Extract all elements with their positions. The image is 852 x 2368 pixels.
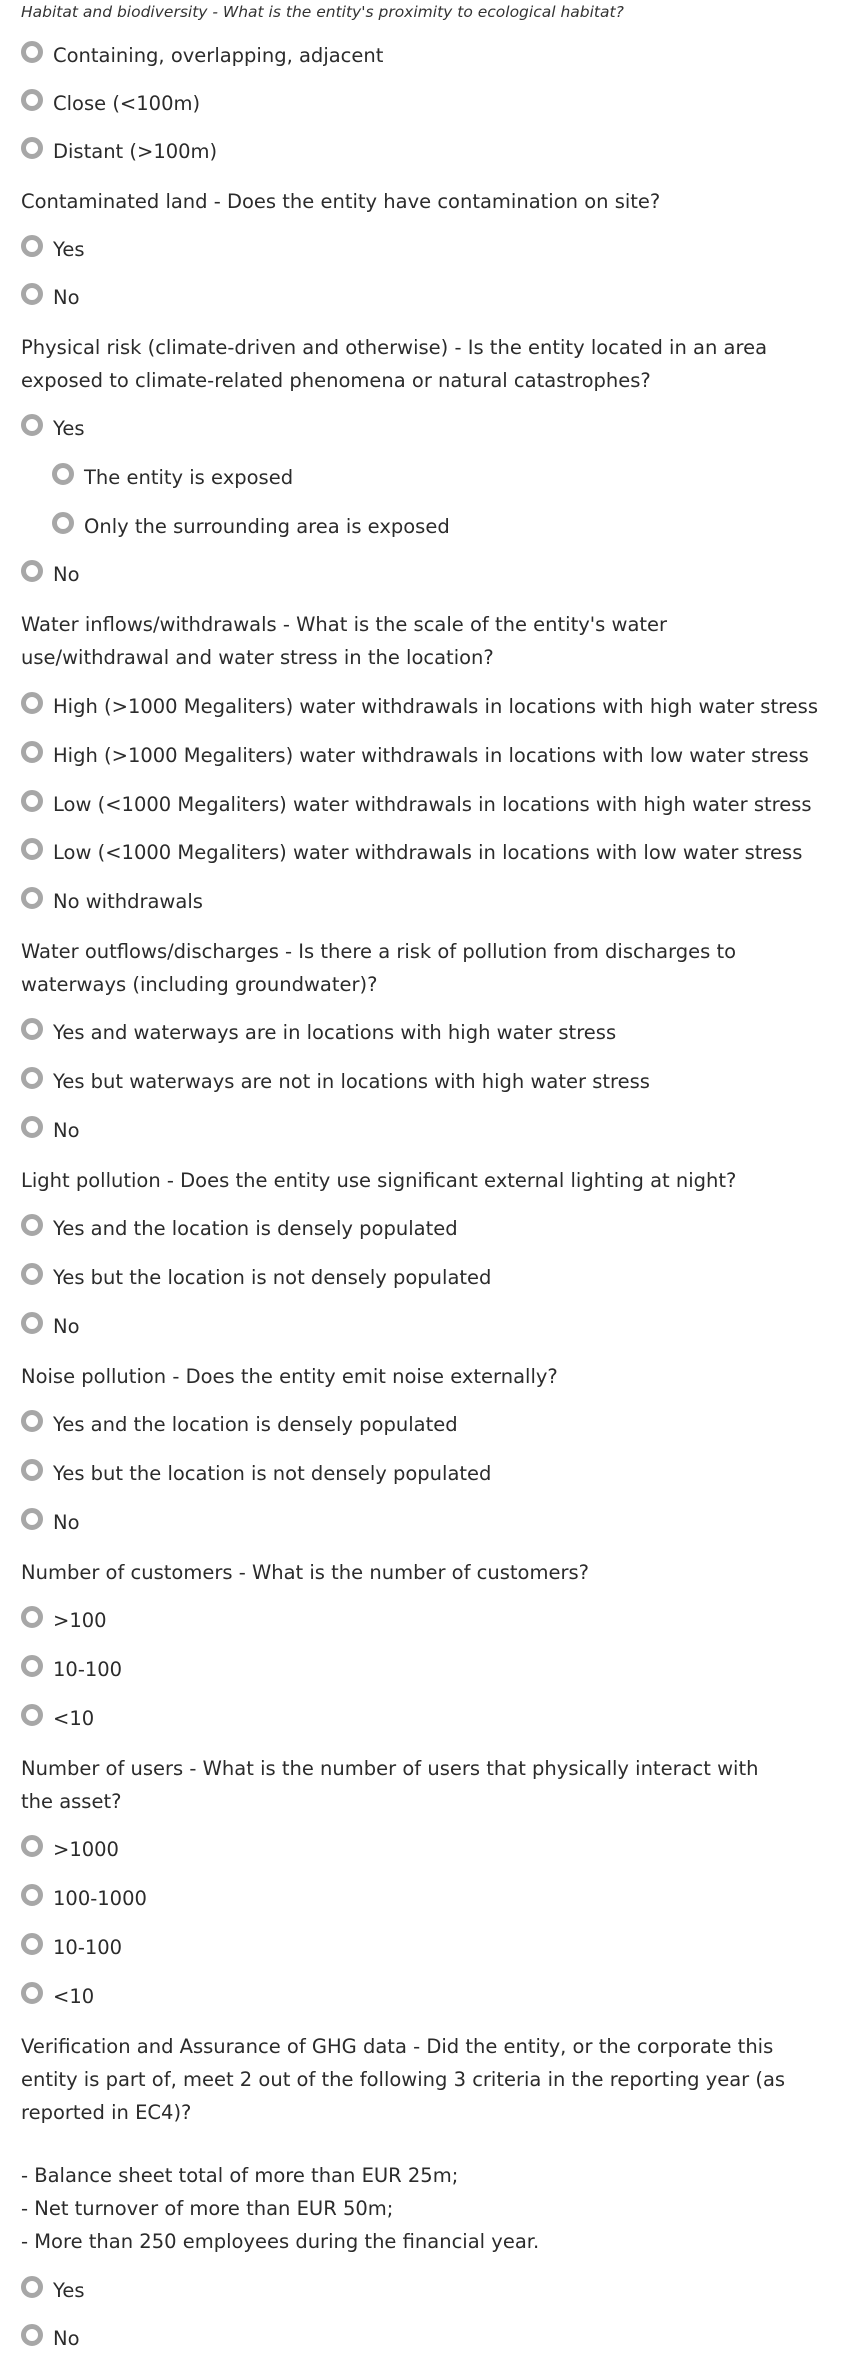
- question-number-of-users: Number of users - What is the number of users that physically interact with the asset?: [21, 1757, 759, 1813]
- option-outflows-yes-high-stress[interactable]: [21, 1012, 616, 1052]
- option-light-no[interactable]: [21, 1306, 80, 1346]
- radio-icon[interactable]: [21, 1933, 43, 1955]
- option-physical-risk-no[interactable]: [21, 554, 80, 594]
- option-water-no-withdrawals[interactable]: [21, 881, 203, 921]
- option-water-high-high-stress[interactable]: [21, 686, 818, 726]
- option-label: No: [53, 2326, 80, 2350]
- question-text: Verification and Assurance of GHG data - Did the entity, or the corporate this entity is part of, meet 2 out of the following 3 criteria in the reporting year (as reported in EC4)?: [21, 2035, 786, 2124]
- criteria-item: - Balance sheet total of more than EUR 25m;: [21, 2164, 459, 2187]
- option-label: Yes and the location is densely populated: [53, 1412, 458, 1436]
- option-label: No withdrawals: [53, 889, 203, 913]
- option-label: 10-100: [53, 1657, 123, 1681]
- option-users-under-10[interactable]: [21, 1976, 94, 2016]
- criteria-item: - More than 250 employees during the financial year.: [21, 2230, 540, 2253]
- option-water-high-low-stress[interactable]: [21, 735, 809, 775]
- radio-icon[interactable]: [21, 414, 43, 436]
- radio-icon[interactable]: [21, 838, 43, 860]
- option-label: Yes and the location is densely populated: [53, 1216, 458, 1240]
- option-habitat-containing[interactable]: [21, 35, 383, 75]
- radio-icon[interactable]: [21, 2276, 43, 2298]
- option-users-100-1000[interactable]: [21, 1878, 147, 1918]
- option-noise-no[interactable]: [21, 1502, 80, 1542]
- option-label: No: [53, 1314, 80, 1338]
- radio-icon[interactable]: [21, 1116, 43, 1138]
- option-label: Yes: [53, 237, 85, 261]
- option-label: Low (<1000 Megaliters) water withdrawals in locations with low water stress: [53, 840, 803, 864]
- radio-icon[interactable]: [21, 89, 43, 111]
- option-label: No: [53, 285, 80, 309]
- criteria-list: [21, 2159, 791, 2258]
- option-label: Yes but the location is not densely populated: [53, 1265, 492, 1289]
- option-label: Only the surrounding area is exposed: [84, 514, 450, 538]
- option-label: <10: [53, 1984, 95, 2008]
- option-label: High (>1000 Megaliters) water withdrawals in locations with low water stress: [53, 743, 809, 767]
- radio-icon[interactable]: [21, 1704, 43, 1726]
- radio-icon[interactable]: [21, 790, 43, 812]
- option-customers-over-100[interactable]: [21, 1600, 107, 1640]
- option-water-low-low-stress[interactable]: [21, 832, 802, 872]
- option-label: No: [53, 1118, 80, 1142]
- option-physical-risk-surrounding-exposed[interactable]: [52, 506, 450, 546]
- radio-icon[interactable]: [21, 560, 43, 582]
- criteria-item: - Net turnover of more than EUR 50m;: [21, 2197, 394, 2220]
- radio-icon[interactable]: [21, 1508, 43, 1530]
- radio-icon[interactable]: [21, 1655, 43, 1677]
- question-ghg-assurance: [21, 2030, 791, 2258]
- radio-icon[interactable]: [21, 1018, 43, 1040]
- question-number-of-customers: Number of customers - What is the number of customers?: [21, 1561, 589, 1584]
- question-contaminated-land: Contaminated land - Does the entity have contamination on site?: [21, 190, 661, 213]
- option-label: The entity is exposed: [84, 465, 294, 489]
- option-label: 10-100: [53, 1935, 123, 1959]
- option-outflows-yes-not-high-stress[interactable]: [21, 1061, 650, 1101]
- option-label: Yes: [53, 2278, 85, 2302]
- option-label: High (>1000 Megaliters) water withdrawals in locations with high water stress: [53, 694, 818, 718]
- option-users-over-1000[interactable]: [21, 1829, 119, 1869]
- radio-icon[interactable]: [21, 1067, 43, 1089]
- option-label: <10: [53, 1706, 95, 1730]
- option-users-10-100[interactable]: [21, 1927, 122, 1967]
- radio-icon[interactable]: [21, 1312, 43, 1334]
- option-habitat-close[interactable]: [21, 83, 200, 123]
- radio-icon[interactable]: [21, 887, 43, 909]
- option-label: >1000: [53, 1837, 119, 1861]
- option-label: >100: [53, 1608, 107, 1632]
- radio-icon[interactable]: [21, 741, 43, 763]
- radio-icon[interactable]: [21, 41, 43, 63]
- radio-icon[interactable]: [21, 235, 43, 257]
- radio-icon[interactable]: [21, 1884, 43, 1906]
- option-customers-10-100[interactable]: [21, 1649, 122, 1689]
- option-ghg-no[interactable]: [21, 2318, 80, 2358]
- option-contaminated-yes[interactable]: [21, 229, 84, 269]
- question-light-pollution: Light pollution - Does the entity use significant external lighting at night?: [21, 1169, 737, 1192]
- option-physical-risk-entity-exposed[interactable]: [52, 457, 293, 497]
- radio-icon[interactable]: [21, 1459, 43, 1481]
- option-label: Distant (>100m): [53, 139, 218, 163]
- option-ghg-yes[interactable]: [21, 2270, 84, 2310]
- option-customers-under-10[interactable]: [21, 1698, 94, 1738]
- radio-icon[interactable]: [21, 137, 43, 159]
- radio-icon[interactable]: [21, 1606, 43, 1628]
- question-habitat: Habitat and biodiversity - What is the entity's proximity to ecological habitat?: [21, 3, 624, 21]
- option-light-yes-dense[interactable]: [21, 1208, 458, 1248]
- option-habitat-distant[interactable]: [21, 131, 217, 171]
- option-outflows-no[interactable]: [21, 1110, 80, 1150]
- option-label: Yes but waterways are not in locations with high water stress: [53, 1069, 650, 1093]
- option-light-yes-not-dense[interactable]: [21, 1257, 491, 1297]
- option-water-low-high-stress[interactable]: [21, 784, 812, 824]
- radio-icon[interactable]: [21, 692, 43, 714]
- option-label: Yes but the location is not densely populated: [53, 1461, 492, 1485]
- option-label: Low (<1000 Megaliters) water withdrawals in locations with high water stress: [53, 792, 812, 816]
- option-contaminated-no[interactable]: [21, 277, 80, 317]
- question-water-inflows: Water inflows/withdrawals - What is the scale of the entity's water use/withdrawal and water stress in the location?: [21, 613, 668, 669]
- option-label: Containing, overlapping, adjacent: [53, 43, 384, 67]
- option-label: No: [53, 562, 80, 586]
- option-noise-yes-not-dense[interactable]: [21, 1453, 491, 1493]
- option-label: Yes and waterways are in locations with high water stress: [53, 1020, 617, 1044]
- question-water-outflows: Water outflows/discharges - Is there a risk of pollution from discharges to waterways (including groundwater)?: [21, 940, 737, 996]
- radio-icon[interactable]: [52, 512, 74, 534]
- option-physical-risk-yes[interactable]: [21, 408, 84, 448]
- radio-icon[interactable]: [21, 2324, 43, 2346]
- radio-icon[interactable]: [52, 463, 74, 485]
- radio-icon[interactable]: [21, 1982, 43, 2004]
- radio-icon[interactable]: [21, 1214, 43, 1236]
- option-label: No: [53, 1510, 80, 1534]
- question-noise-pollution: Noise pollution - Does the entity emit noise externally?: [21, 1365, 558, 1388]
- radio-icon[interactable]: [21, 283, 43, 305]
- radio-icon[interactable]: [21, 1835, 43, 1857]
- option-noise-yes-dense[interactable]: [21, 1404, 458, 1444]
- radio-icon[interactable]: [21, 1263, 43, 1285]
- option-label: Close (<100m): [53, 91, 201, 115]
- radio-icon[interactable]: [21, 1410, 43, 1432]
- question-physical-risk: Physical risk (climate-driven and otherwise) - Is the entity located in an area exposed to climate-related phenomena or natural catastrophes?: [21, 336, 768, 392]
- option-label: Yes: [53, 416, 85, 440]
- option-label: 100-1000: [53, 1886, 147, 1910]
